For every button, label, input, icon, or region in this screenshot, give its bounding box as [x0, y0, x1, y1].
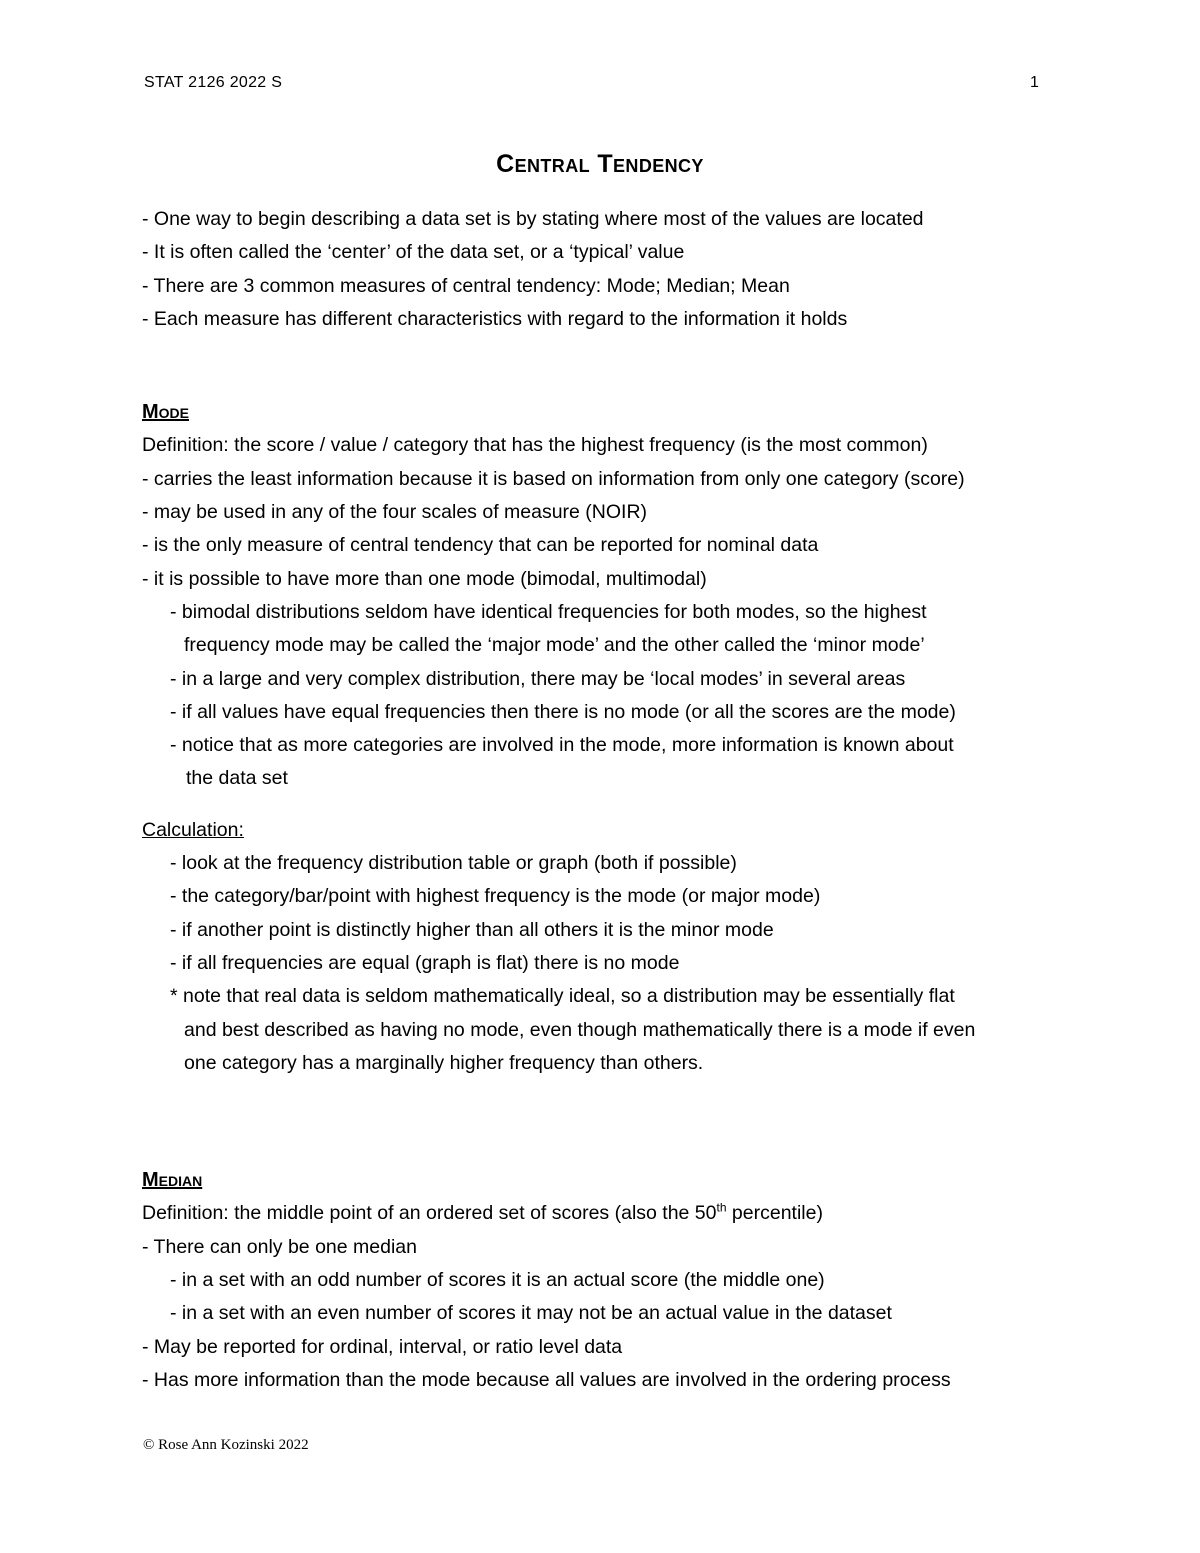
mode-subpoint: - notice that as more categories are involved in the mode, more information is known about — [170, 734, 954, 757]
mode-point: - is the only measure of central tendency that can be reported for nominal data — [142, 534, 819, 557]
calculation-note: * note that real data is seldom mathematically ideal, so a distribution may be essentially flat — [170, 985, 955, 1008]
mode-section — [142, 396, 1072, 796]
median-heading: Median — [142, 1169, 203, 1192]
calculation-heading: Calculation: — [142, 818, 244, 841]
median-subpoint: - in a set with an odd number of scores it is an actual score (the middle one) — [170, 1269, 825, 1292]
median-section — [142, 1164, 1072, 1397]
superscript-th: th — [716, 1200, 727, 1215]
mode-definition: Definition: the score / value / category that has the highest frequency (is the most common) — [142, 434, 928, 457]
median-point: - Has more information than the mode because all values are involved in the ordering process — [142, 1368, 951, 1391]
calculation-note-continued: one category has a marginally higher frequency than others. — [184, 1051, 704, 1074]
mode-point: - it is possible to have more than one mode (bimodal, multimodal) — [142, 567, 707, 590]
mode-heading: Mode — [142, 401, 189, 424]
header-page-number: 1 — [1030, 74, 1039, 91]
median-subpoint: - in a set with an even number of scores it may not be an actual value in the dataset — [170, 1302, 892, 1325]
mode-subpoint: - bimodal distributions seldom have identical frequencies for both modes, so the highest — [170, 600, 927, 623]
calculation-section — [142, 814, 1072, 1080]
intro-line: - It is often called the ‘center’ of the data set, or a ‘typical’ value — [142, 241, 685, 264]
mode-subpoint: - in a large and very complex distribution, there may be ‘local modes’ in several areas — [170, 667, 906, 690]
median-definition: Definition: the middle point of an ordered set of scores (also the 50th percentile) — [142, 1200, 823, 1225]
intro-line: - Each measure has different characteristics with regard to the information it holds — [142, 307, 848, 330]
intro-line: - One way to begin describing a data set is by stating where most of the values are located — [142, 208, 924, 230]
intro-section — [142, 203, 1072, 336]
calculation-step: - the category/bar/point with highest frequency is the mode (or major mode) — [170, 885, 821, 908]
mode-subpoint-continued: the data set — [186, 767, 288, 790]
calculation-step: - if all frequencies are equal (graph is flat) there is no mode — [170, 951, 680, 974]
calculation-step: - if another point is distinctly higher than all others it is the minor mode — [170, 918, 774, 941]
mode-subpoint: - if all values have equal frequencies then there is no mode (or all the scores are the mode) — [170, 700, 956, 723]
intro-line: - There are 3 common measures of central tendency: Mode; Median; Mean — [142, 274, 790, 297]
mode-subpoint-continued: frequency mode may be called the ‘major mode’ and the other called the ‘minor mode’ — [184, 634, 925, 657]
calculation-step: - look at the frequency distribution table or graph (both if possible) — [170, 852, 737, 875]
page-title: Central Tendency — [496, 150, 704, 178]
document-body — [142, 203, 1072, 1397]
footer-copyright: © Rose Ann Kozinski 2022 — [143, 1437, 309, 1453]
header-course: STAT 2126 2022 S — [144, 74, 283, 91]
median-point: - There can only be one median — [142, 1235, 417, 1258]
mode-point: - carries the least information because it is based on information from only one category (score) — [142, 467, 965, 490]
median-point: - May be reported for ordinal, interval, or ratio level data — [142, 1335, 623, 1358]
calculation-note-continued: and best described as having no mode, even though mathematically there is a mode if even — [184, 1018, 976, 1041]
mode-point: - may be used in any of the four scales of measure (NOIR) — [142, 501, 648, 524]
